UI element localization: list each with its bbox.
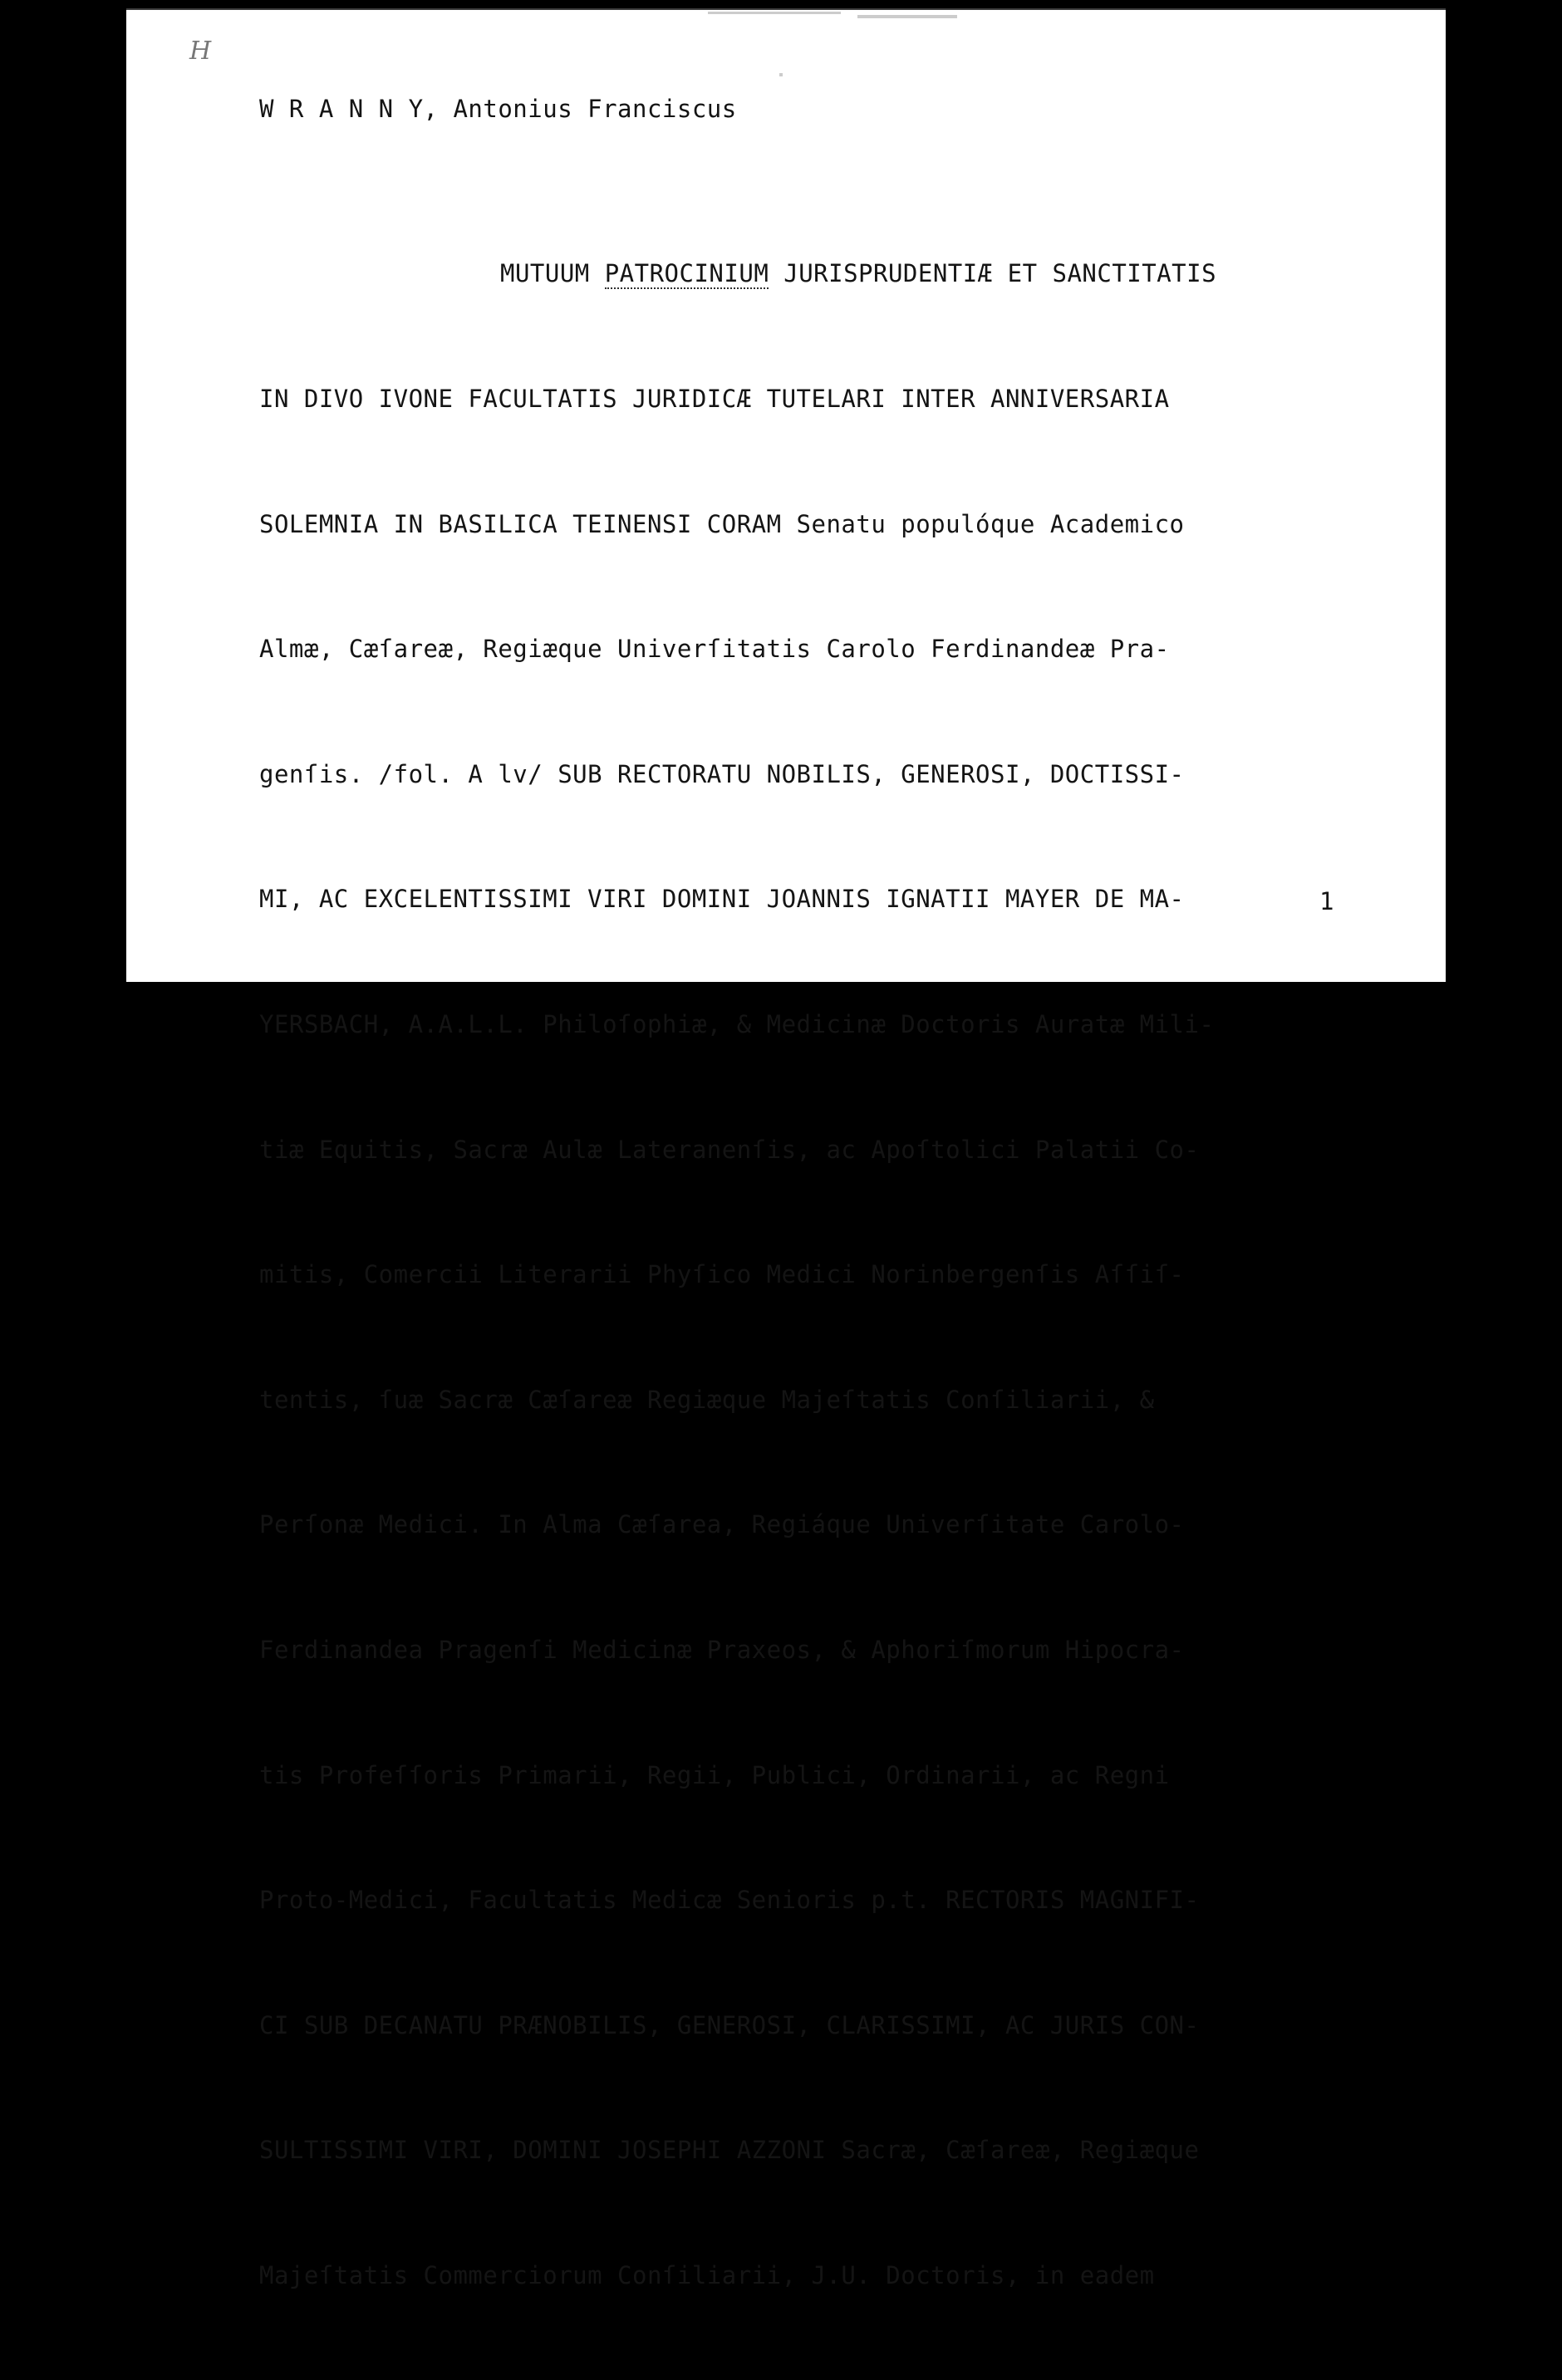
first-line-text [500,259,1216,289]
text-line: MI, AC EXCELENTISSIMI VIRI DOMINI JOANNIS IGNATII MAYER DE MA- [259,885,1185,914]
text-line: YERSBACH, A.A.L.L. Philoſophiæ, & Medicinæ Doctoris Auratæ Mili- [259,1009,1215,1038]
text-line: Proto-Medici, Facultatis Medicæ Senioris p.t. RECTORIS MAGNIFI- [259,1886,1200,1915]
scan-smudge [857,15,957,18]
text-line: IN DIVO IVONE FACULTATIS JURIDICÆ TUTELARI INTER ANNIVERSARIA [259,385,1170,413]
first-line-part: MUTUUM [500,259,605,288]
text-line-1 [259,253,1216,294]
text-line: mitis, Comercii Literarii Phyſico Medici Norinbergenſis Aſſiſ- [259,1260,1185,1289]
document-page [126,8,1446,2289]
margin-annotation: H [189,37,212,66]
text-line: Ferdinandea Pragenſi Medicinæ Praxeos, & Aphoriſmorum Hipocra- [259,1635,1185,1664]
text-line: genſis. /fol. A lv/ SUB RECTORATU NOBILIS, GENEROSI, DOCTISSI- [259,759,1185,788]
text-line: tis Profeſſoris Primarii, Regii, Publici, Ordinarii, ac Regni [259,1760,1170,1789]
text-line: Perſonæ Medici. In Alma Cæſarea, Regiáque Univerſitate Carolo- [259,1510,1185,1539]
text-line: CI SUB DECANATU PRÆNOBILIS, GENEROSI, CLARISSIMI, AC JURIS CON- [259,2010,1200,2039]
record-heading: W R A N N Y, Antonius Franciscus [259,95,737,123]
page-number: 1 [1319,887,1334,915]
scan-smudge [779,73,783,76]
text-line: SULTISSIMI VIRI, DOMINI JOSEPHI AZZONI Sacræ, Cæſareæ, Regiæque [259,2136,1200,2165]
scan-smudge [708,12,841,14]
text-line: Majeſtatis Commerciorum Conſiliarii, J.U. Doctoris, in eadem [259,2260,1155,2289]
first-line-part: JURISPRUDENTIÆ ET SANCTITATIS [769,259,1217,288]
text-line: tentis, ſuæ Sacræ Cæſareæ Regiæque Majeſtatis Conſiliarii, & [259,1385,1155,1414]
record-body [259,169,1216,2380]
text-line: Almæ, Cæſareæ, Regiæque Univerſitatis Carolo Ferdinandeæ Pra- [259,635,1170,664]
underlined-word: PATROCINIUM [604,259,769,288]
page-top-edge [126,8,1446,10]
text-line: SOLEMNIA IN BASILICA TEINENSI CORAM Senatu populóque Academico [259,509,1185,538]
text-line: tiæ Equitis, Sacræ Aulæ Lateranenſis, ac Apoſtolici Palatii Co- [259,1135,1200,1164]
